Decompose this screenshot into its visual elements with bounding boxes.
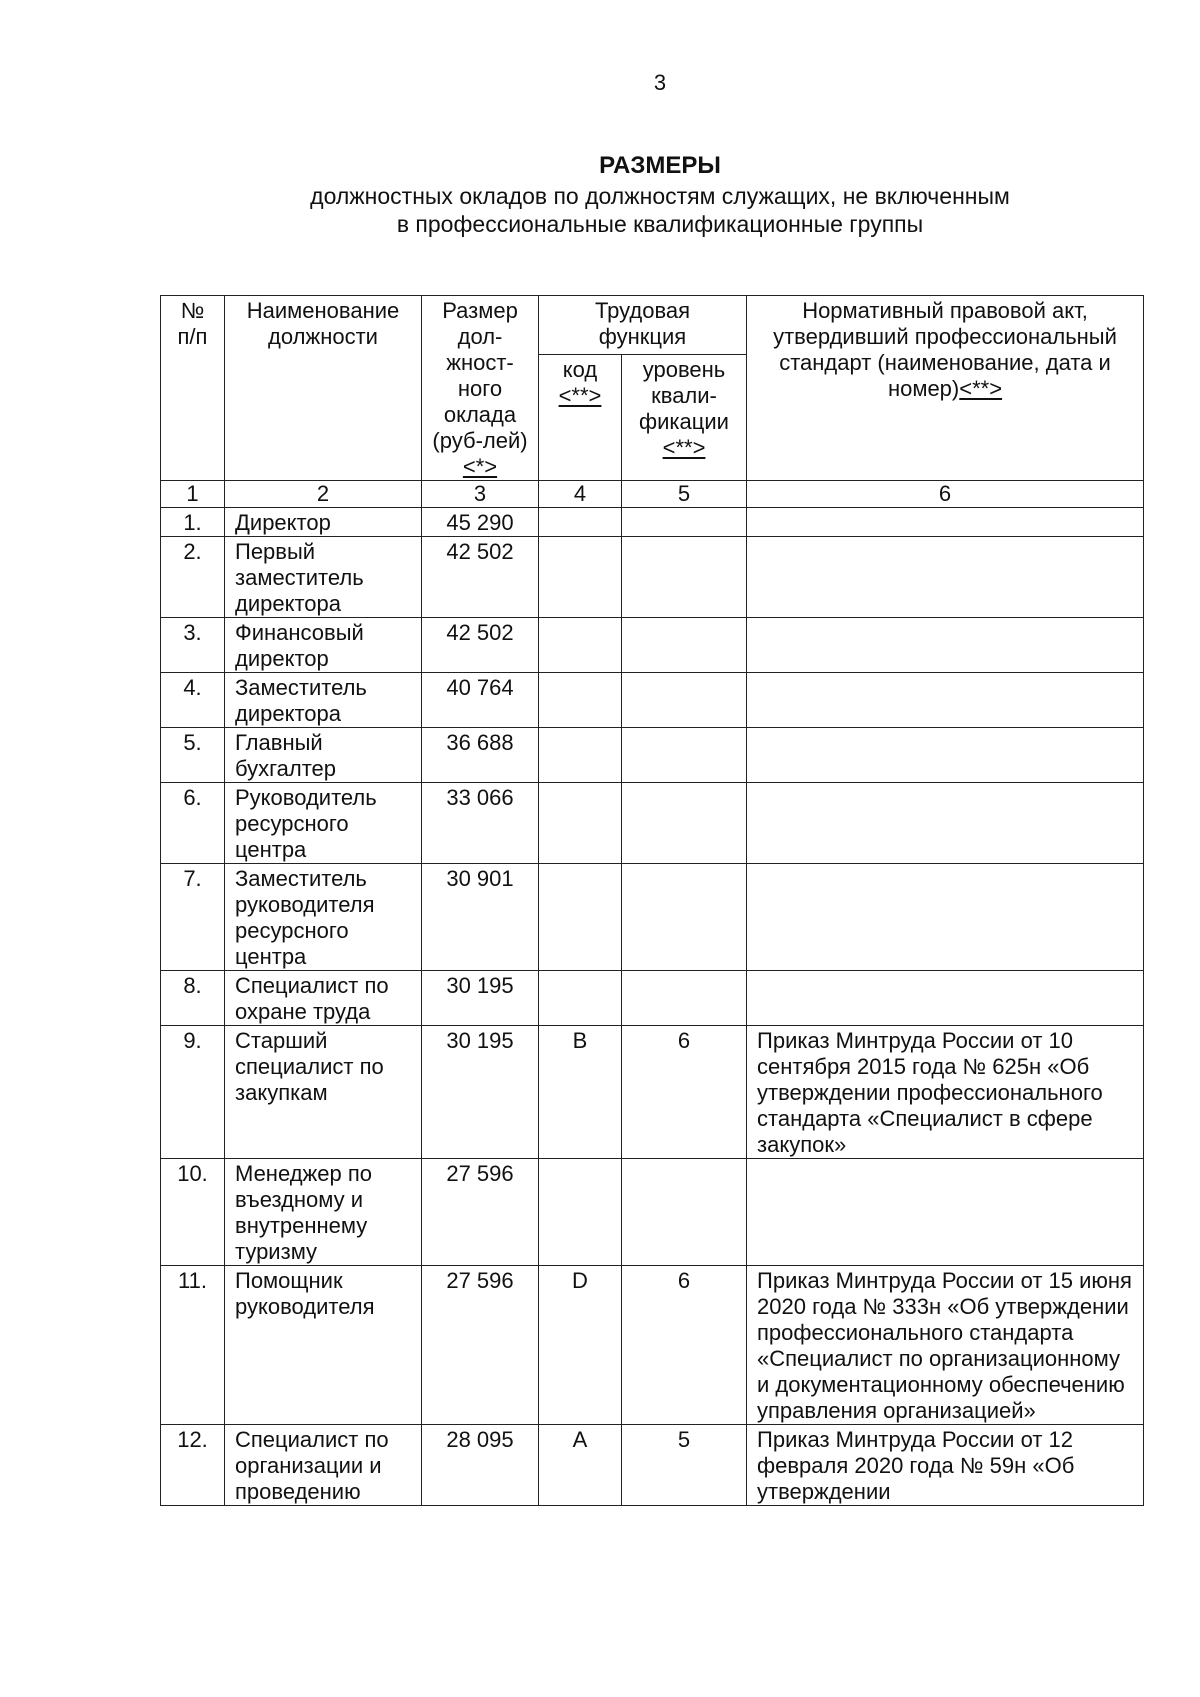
function-code <box>539 864 622 971</box>
salary-value: 30 195 <box>422 971 539 1026</box>
qualification-level <box>622 618 747 673</box>
salary-value: 40 764 <box>422 673 539 728</box>
normative-act <box>747 508 1144 537</box>
column-number: 1 <box>161 481 225 508</box>
qualification-level <box>622 1159 747 1266</box>
column-number: 3 <box>422 481 539 508</box>
column-number: 4 <box>539 481 622 508</box>
normative-act <box>747 971 1144 1026</box>
column-number: 2 <box>225 481 422 508</box>
header-func: Трудовая функция <box>539 296 747 355</box>
table-header-row <box>161 296 1144 355</box>
qualification-level <box>622 971 747 1026</box>
position-name: Первый заместитель директора <box>225 537 422 618</box>
salary-table <box>160 295 1144 1506</box>
row-number: 6. <box>161 783 225 864</box>
qualification-level <box>622 783 747 864</box>
subtitle-line-1: должностных окладов по должностям служащих, не включенным <box>310 183 1010 209</box>
column-number: 6 <box>747 481 1144 508</box>
header-code: код <**> <box>539 355 622 481</box>
salary-value: 28 095 <box>422 1425 539 1506</box>
table-row <box>161 864 1144 971</box>
normative-act <box>747 864 1144 971</box>
column-number: 5 <box>622 481 747 508</box>
position-name: Помощник руководителя <box>225 1266 422 1425</box>
function-code <box>539 508 622 537</box>
table-row <box>161 971 1144 1026</box>
function-code: D <box>539 1266 622 1425</box>
qualification-level: 6 <box>622 1026 747 1159</box>
row-number: 5. <box>161 728 225 783</box>
function-code <box>539 783 622 864</box>
header-level: уровень квали-фикации <**> <box>622 355 747 481</box>
row-number: 11. <box>161 1266 225 1425</box>
position-name: Старший специалист по закупкам <box>225 1026 422 1159</box>
function-code <box>539 1159 622 1266</box>
header-act: Нормативный правовой акт, утвердивший профессиональный стандарт (наименование, дата и номер)<**> <box>747 296 1144 481</box>
normative-act: Приказ Минтруда России от 15 июня 2020 года № 333н «Об утверждении профессионального стандарта «Специалист по организационному и документационному обеспечению управления организацией» <box>747 1266 1144 1425</box>
position-name: Главный бухгалтер <box>225 728 422 783</box>
position-name: Специалист по охране труда <box>225 971 422 1026</box>
table-row <box>161 618 1144 673</box>
normative-act <box>747 537 1144 618</box>
function-code: A <box>539 1425 622 1506</box>
normative-act <box>747 728 1144 783</box>
row-number: 2. <box>161 537 225 618</box>
row-number: 9. <box>161 1026 225 1159</box>
row-number: 1. <box>161 508 225 537</box>
salary-value: 45 290 <box>422 508 539 537</box>
row-number: 8. <box>161 971 225 1026</box>
table-row <box>161 783 1144 864</box>
table-row <box>161 537 1144 618</box>
salary-value: 42 502 <box>422 618 539 673</box>
qualification-level <box>622 537 747 618</box>
salary-footnote-ref: <*> <box>462 454 498 479</box>
normative-act: Приказ Минтруда России от 12 февраля 2020 года № 59н «Об утверждении <box>747 1425 1144 1506</box>
salary-value: 27 596 <box>422 1266 539 1425</box>
normative-act <box>747 673 1144 728</box>
salary-value: 30 901 <box>422 864 539 971</box>
header-salary: Размер дол-жност-ного оклада (руб-лей) <*> <box>422 296 539 481</box>
position-name: Руководитель ресурсного центра <box>225 783 422 864</box>
normative-act: Приказ Минтруда России от 10 сентября 2015 года № 625н «Об утверждении профессионального стандарта «Специалист в сфере закупок» <box>747 1026 1144 1159</box>
position-name: Финансовый директор <box>225 618 422 673</box>
act-footnote-ref: <**> <box>959 376 1003 401</box>
normative-act <box>747 1159 1144 1266</box>
qualification-level <box>622 864 747 971</box>
function-code <box>539 728 622 783</box>
position-name: Заместитель директора <box>225 673 422 728</box>
position-name: Заместитель руководителя ресурсного центра <box>225 864 422 971</box>
document-subtitle <box>0 182 1200 238</box>
position-name: Специалист по организации и проведению <box>225 1425 422 1506</box>
code-footnote-ref: <**> <box>558 383 602 408</box>
row-number: 10. <box>161 1159 225 1266</box>
column-number-row <box>161 481 1144 508</box>
function-code <box>539 673 622 728</box>
salary-value: 27 596 <box>422 1159 539 1266</box>
salary-value: 30 195 <box>422 1026 539 1159</box>
qualification-level <box>622 673 747 728</box>
function-code <box>539 537 622 618</box>
level-footnote-ref: <**> <box>662 435 706 460</box>
normative-act <box>747 783 1144 864</box>
table-row <box>161 1159 1144 1266</box>
salary-value: 36 688 <box>422 728 539 783</box>
function-code <box>539 971 622 1026</box>
function-code: B <box>539 1026 622 1159</box>
salary-value: 33 066 <box>422 783 539 864</box>
row-number: 4. <box>161 673 225 728</box>
table-row <box>161 1026 1144 1159</box>
normative-act <box>747 618 1144 673</box>
table-row <box>161 728 1144 783</box>
table-row <box>161 1266 1144 1425</box>
table-row <box>161 1425 1144 1506</box>
table-row <box>161 673 1144 728</box>
position-name: Менеджер по въездному и внутреннему туризму <box>225 1159 422 1266</box>
page-number: 3 <box>653 70 667 95</box>
header-name: Наименование должности <box>225 296 422 481</box>
row-number: 3. <box>161 618 225 673</box>
document-title: РАЗМЕРЫ <box>599 152 721 179</box>
salary-value: 42 502 <box>422 537 539 618</box>
qualification-level: 5 <box>622 1425 747 1506</box>
row-number: 7. <box>161 864 225 971</box>
row-number: 12. <box>161 1425 225 1506</box>
function-code <box>539 618 622 673</box>
qualification-level <box>622 728 747 783</box>
position-name: Директор <box>225 508 422 537</box>
table-row <box>161 508 1144 537</box>
qualification-level: 6 <box>622 1266 747 1425</box>
qualification-level <box>622 508 747 537</box>
subtitle-line-2: в профессиональные квалификационные группы <box>396 211 924 237</box>
header-num: № п/п <box>161 296 225 481</box>
